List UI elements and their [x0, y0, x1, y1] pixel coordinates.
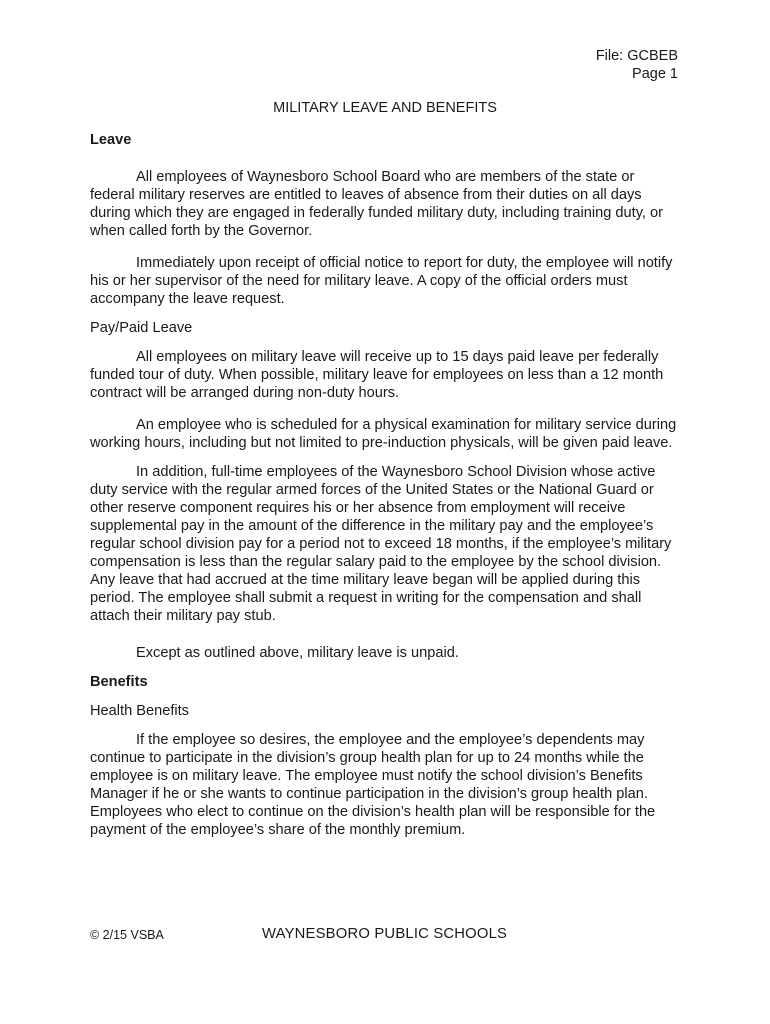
file-code: File: GCBEB: [595, 48, 678, 64]
subheading-health-benefits: Health Benefits: [90, 703, 189, 719]
section-heading-benefits: Benefits: [90, 674, 148, 690]
footer-organization: WAYNESBORO PUBLIC SCHOOLS: [262, 926, 508, 942]
health-paragraph-1: If the employee so desires, the employee and the employee’s dependents may continue to participate in the division’s group health plan for up to 24 months while the employee is on military leave. The employee must notify the school division’s Benefits Manager if he or she wants to continue participation in the division’s group health plan. Employees who elect to continue on the division’s health plan will be responsible for the payment of the employee’s share of the monthly premium.: [90, 732, 656, 838]
pay-paragraph-1: All employees on military leave will receive up to 15 days paid leave per federally funded tour of duty. When possible, military leave for employees on less than a 12 month contract will be arranged during non-duty hours.: [90, 349, 664, 401]
leave-paragraph-1: All employees of Waynesboro School Board who are members of the state or federal military reserves are entitled to leaves of absence from their duties on all days during which they are engaged in federally funded military duty, including training duty, or when called forth by the Governor.: [90, 169, 664, 239]
pay-paragraph-4: Except as outlined above, military leave is unpaid.: [136, 645, 459, 661]
section-heading-leave: Leave: [90, 132, 132, 148]
pay-paragraph-3: In addition, full-time employees of the Waynesboro School Division whose active duty service with the regular armed forces of the United States or the National Guard or other reserve component requires his or her absence from employment will receive supplemental pay in the amount of the difference in the military pay and the employee’s regular school division pay for a period not to exceed 18 months, if the employee’s military compensation is less than the regular salary paid to the employee by the school division. Any leave that had accrued at the time military leave began will be applied during this period. The employee shall submit a request in writing for the compensation and shall attach their military pay stub.: [90, 464, 672, 624]
leave-paragraph-2: Immediately upon receipt of official notice to report for duty, the employee will notify his or her supervisor of the need for military leave. A copy of the official orders must accompany the leave request.: [90, 255, 673, 307]
pay-paragraph-2: An employee who is scheduled for a physical examination for military service during working hours, including but not limited to pre-induction physicals, will be given paid leave.: [90, 417, 677, 451]
document-title: MILITARY LEAVE AND BENEFITS: [273, 100, 497, 116]
subheading-pay-paid-leave: Pay/Paid Leave: [90, 320, 193, 336]
file-header: [596, 47, 678, 83]
page-number: Page 1: [632, 66, 678, 82]
document-body: [90, 131, 680, 839]
footer-copyright: © 2/15 VSBA: [90, 928, 164, 942]
